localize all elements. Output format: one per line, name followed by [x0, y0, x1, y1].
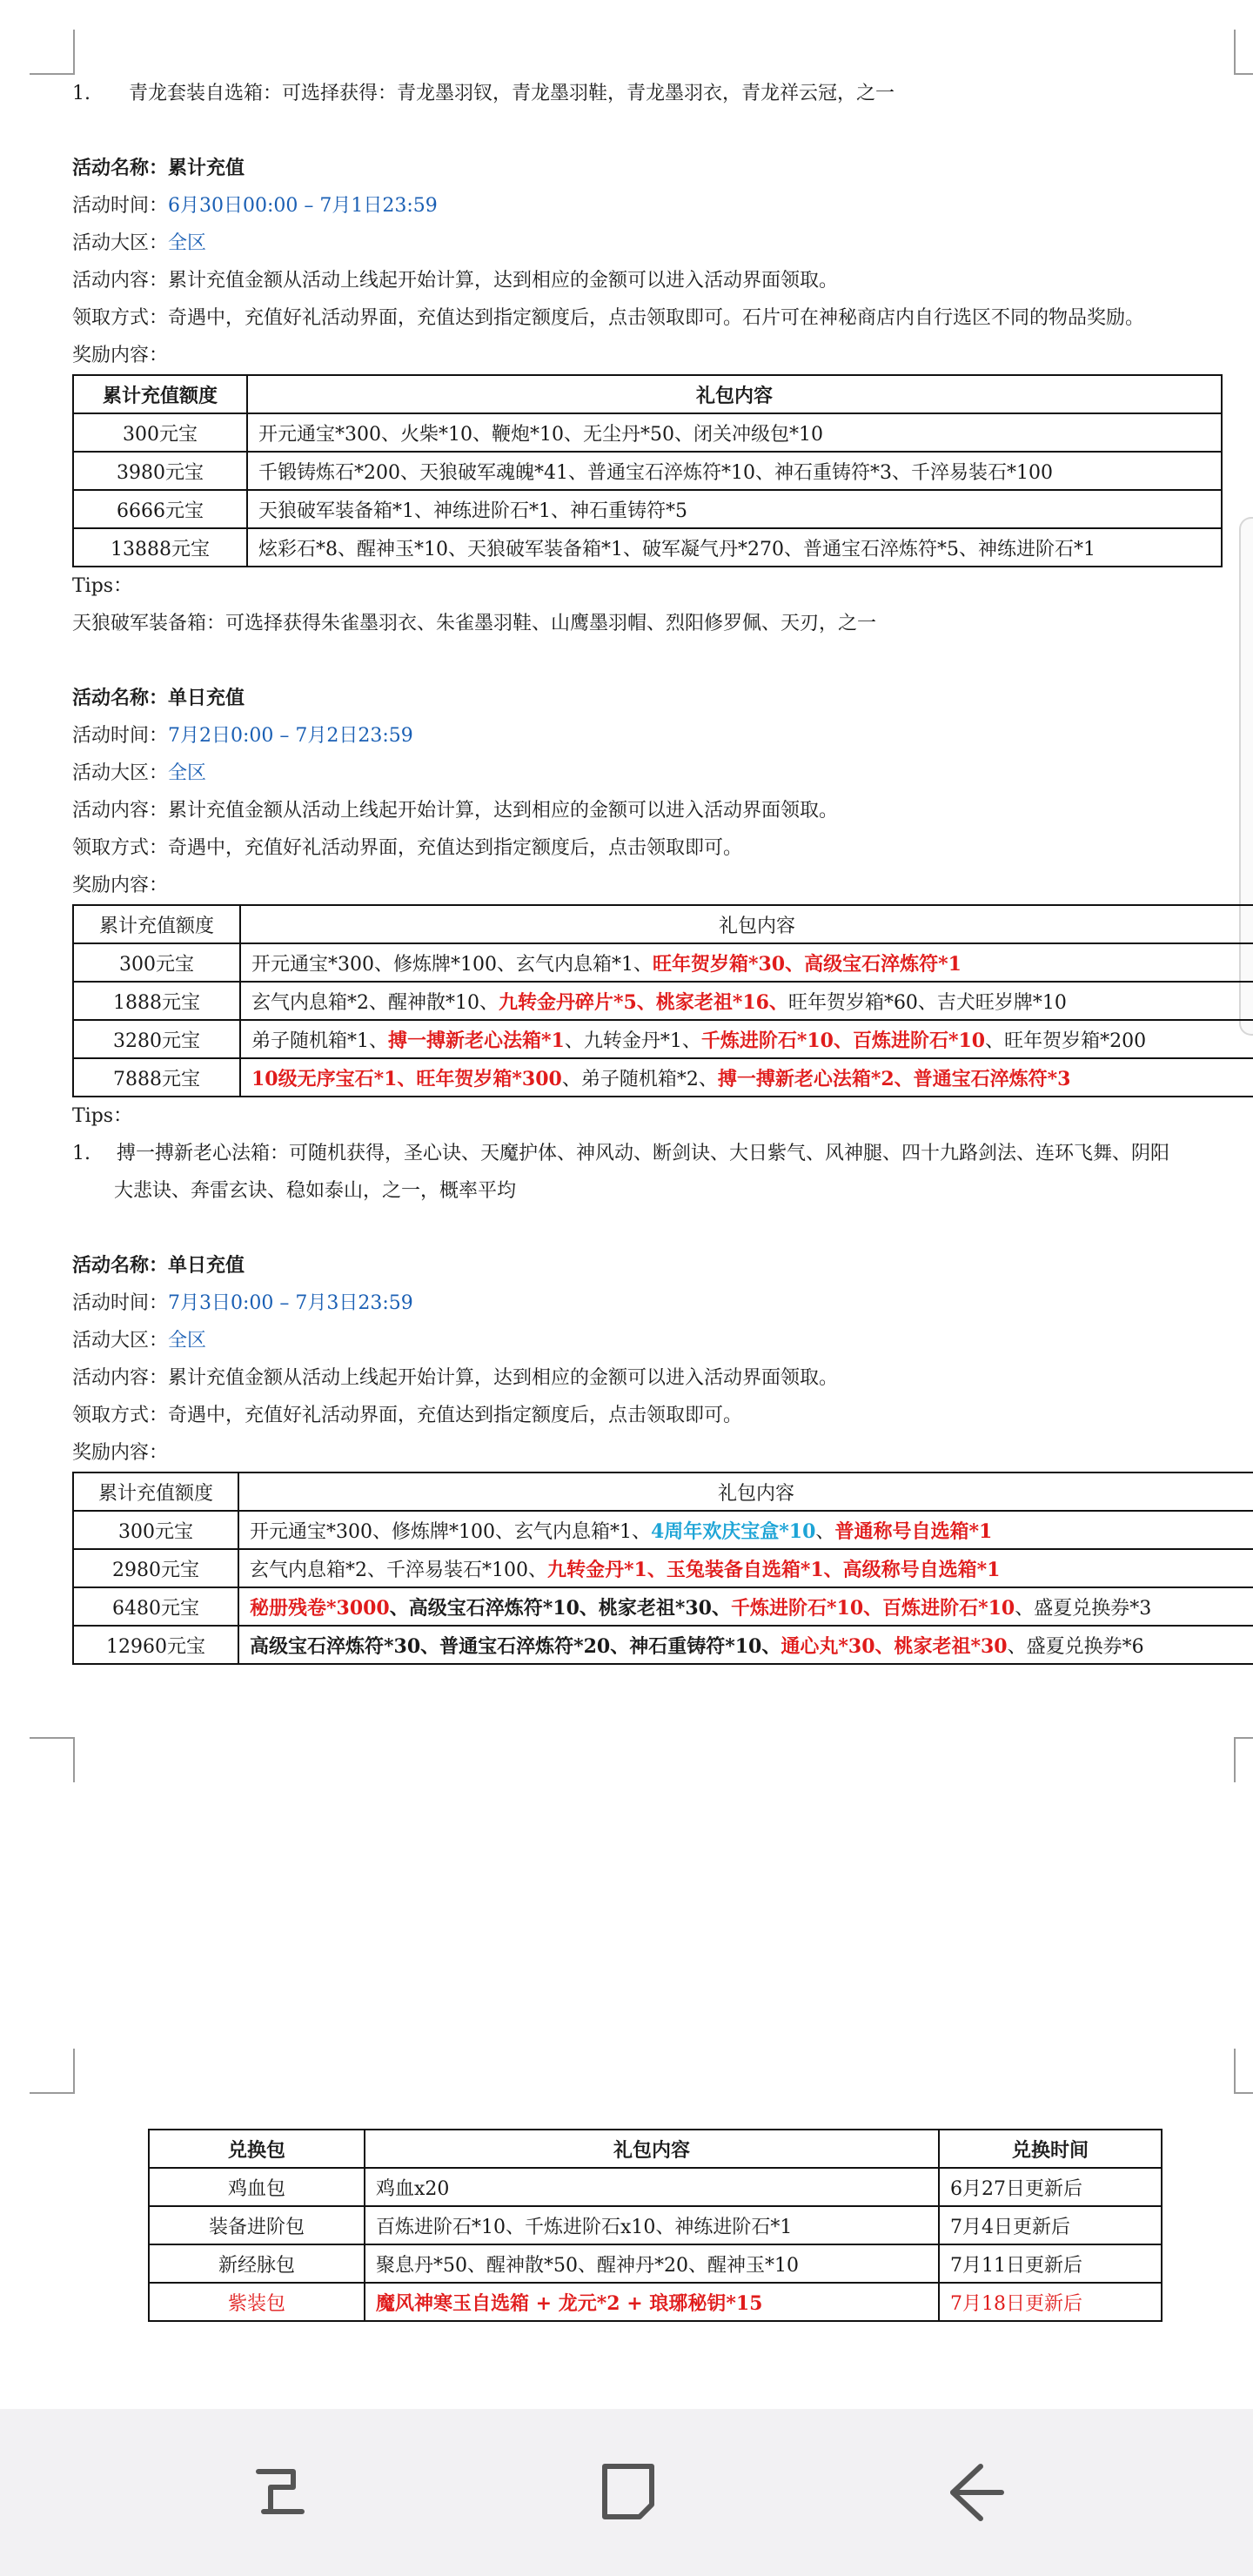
recent-apps-icon	[246, 2458, 316, 2527]
reward-content-cell	[240, 943, 1253, 982]
exchange-content-cell: 百炼进阶石*10、千炼进阶石x10、神练进阶石*1	[365, 2206, 939, 2244]
reward-item-text: 炫彩石*8、醒神玉*10、天狼破军装备箱*1、破军凝气丹*270、普通宝石淬炼符*5、神练进阶石*1	[258, 538, 1096, 560]
reward-item-text: 、	[815, 1520, 835, 1543]
back-button[interactable]	[942, 2458, 1012, 2527]
event-zone-value: 全区	[168, 762, 207, 784]
event-time: 活动时间：7月3日0:00 – 7月3日23:59	[72, 1292, 413, 1314]
header-content: 礼包内容	[238, 1472, 1253, 1511]
reward-item-text: 千锻铸炼石*200、天狼破军魂魄*41、普通宝石淬炼符*10、神石重铸符*3、千淬易装石*100	[258, 461, 1053, 484]
reward-content-cell	[238, 1511, 1253, 1549]
home-icon	[594, 2458, 664, 2527]
table-row	[73, 452, 1222, 490]
reward-content-cell	[247, 452, 1222, 490]
event-reward-label: 奖励内容：	[72, 1442, 169, 1464]
event-name: 活动名称：累计充值	[72, 157, 245, 179]
header-amount: 累计充值额度	[73, 905, 240, 943]
reward-item-text: 天狼破军装备箱*1、神练进阶石*1、神石重铸符*5	[258, 500, 687, 522]
reward-amount-cell: 6666元宝	[73, 490, 247, 528]
event-content: 活动内容：累计充值金额从活动上线起开始计算，达到相应的金额可以进入活动界面领取。	[72, 800, 839, 822]
event-zone: 活动大区：全区	[72, 762, 207, 784]
event-time: 活动时间：7月2日0:00 – 7月2日23:59	[72, 725, 413, 747]
event-claim: 领取方式：奇遇中，充值好礼活动界面，充值达到指定额度后，点击领取即可。	[72, 1405, 743, 1426]
reward-content-cell	[240, 1020, 1253, 1058]
reward-item-text: 搏一搏新老心法箱*1	[388, 1029, 565, 1052]
reward-content-cell	[238, 1626, 1253, 1664]
tips-text: 天狼破军装备箱：可选择获得朱雀墨羽衣、朱雀墨羽鞋、山鹰墨羽帽、烈阳修罗佩、天刃，之一	[72, 613, 877, 634]
event-zone-value: 全区	[168, 1330, 207, 1352]
event-reward-label: 奖励内容：	[72, 875, 169, 896]
event-time-value: 6月30日00:00 – 7月1日23:59	[168, 195, 438, 217]
exchange-package-cell: 装备进阶包	[149, 2206, 365, 2244]
document-page	[72, 75, 1230, 1665]
reward-item-text: 、九转金丹*1、	[564, 1030, 701, 1052]
reward-item-text: 10级无序宝石*1、旺年贺岁箱*300	[251, 1067, 562, 1090]
reward-item-text: 千炼进阶石*10、百炼进阶石*10	[731, 1596, 1015, 1620]
reward-amount-cell: 3980元宝	[73, 452, 247, 490]
table-row	[73, 413, 1222, 452]
reward-item-text: 、旺年贺岁箱*200	[985, 1030, 1147, 1052]
intro-number: 1.	[72, 83, 90, 104]
event-zone: 活动大区：全区	[72, 232, 207, 254]
table-row	[73, 1549, 1253, 1587]
crop-mark-bottom-right	[1234, 1737, 1253, 1782]
event-time: 活动时间：6月30日00:00 – 7月1日23:59	[72, 195, 438, 217]
reward-amount-cell: 6480元宝	[73, 1587, 238, 1626]
header-content: 礼包内容	[365, 2130, 939, 2168]
exchange-package-cell: 新经脉包	[149, 2244, 365, 2283]
reward-amount-cell: 12960元宝	[73, 1626, 238, 1664]
reward-item-text: 秘册残卷*3000	[250, 1596, 390, 1620]
reward-amount-cell: 300元宝	[73, 1511, 238, 1549]
reward-item-text: 玄气内息箱*2、千淬易装石*100、	[250, 1559, 547, 1581]
reward-content-cell	[240, 1058, 1253, 1097]
recent-apps-button[interactable]	[246, 2458, 316, 2527]
exchange-content-cell: 鸡血x20	[365, 2168, 939, 2206]
reward-item-text: 千炼进阶石*10、百炼进阶石*10	[700, 1029, 986, 1052]
reward-item-text: 高级宝石淬炼符*30、普通宝石淬炼符*20、神石重铸符*10、	[250, 1634, 781, 1658]
table-header-row	[73, 1472, 1253, 1511]
table-row	[149, 2206, 1162, 2244]
event-time-value: 7月2日0:00 – 7月2日23:59	[168, 725, 413, 747]
reward-item-text: 通心丸*30、桃家老祖*30	[781, 1634, 1008, 1658]
reward-content-cell	[238, 1549, 1253, 1587]
intro-line	[72, 75, 1230, 112]
reward-content-cell	[240, 982, 1253, 1020]
exchange-time-cell: 7月4日更新后	[939, 2206, 1162, 2244]
header-time: 兑换时间	[939, 2130, 1162, 2168]
reward-item-text: 玄气内息箱*2、醒神散*10、	[251, 991, 499, 1014]
tips-label: Tips：	[72, 1105, 133, 1127]
crop-mark-top-right	[1234, 30, 1253, 75]
exchange-package-cell: 鸡血包	[149, 2168, 365, 2206]
event-name: 活动名称：单日充值	[72, 1254, 245, 1277]
reward-table	[72, 904, 1253, 1097]
reward-item-text: 开元通宝*300、火柴*10、鞭炮*10、无尘丹*50、闭关冲级包*10	[258, 423, 823, 446]
exchange-time-cell: 6月27日更新后	[939, 2168, 1162, 2206]
exchange-time-cell: 7月18日更新后	[939, 2283, 1162, 2321]
reward-amount-cell: 300元宝	[73, 943, 240, 982]
reward-item-text: 开元通宝*300、修炼牌*100、玄气内息箱*1、	[250, 1520, 651, 1543]
reward-item-text: 普通称号自选箱*1	[834, 1519, 993, 1543]
reward-amount-cell: 1888元宝	[73, 982, 240, 1020]
event-zone-value: 全区	[168, 232, 207, 254]
table-header-row	[73, 375, 1222, 413]
reward-item-text: 九转金丹*1、玉兔装备自选箱*1、高级称号自选箱*1	[547, 1558, 1001, 1581]
reward-amount-cell: 300元宝	[73, 413, 247, 452]
reward-content-cell	[247, 528, 1222, 567]
event-claim: 领取方式：奇遇中，充值好礼活动界面，充值达到指定额度后，点击领取即可。	[72, 837, 743, 859]
table-row	[149, 2244, 1162, 2283]
event-content: 活动内容：累计充值金额从活动上线起开始计算，达到相应的金额可以进入活动界面领取。	[72, 270, 839, 292]
event-name: 活动名称：单日充值	[72, 687, 245, 709]
back-icon	[942, 2458, 1012, 2527]
table-row	[73, 943, 1253, 982]
event-content: 活动内容：累计充值金额从活动上线起开始计算，达到相应的金额可以进入活动界面领取。	[72, 1367, 839, 1389]
table-row	[149, 2168, 1162, 2206]
event-section-3	[72, 1247, 1230, 1665]
reward-item-text: 搏一搏新老心法箱*2、普通宝石淬炼符*3	[717, 1067, 1071, 1090]
header-content: 礼包内容	[247, 375, 1222, 413]
exchange-table	[148, 2129, 1163, 2322]
header-amount: 累计充值额度	[73, 375, 247, 413]
header-content: 礼包内容	[240, 905, 1253, 943]
reward-amount-cell: 2980元宝	[73, 1549, 238, 1587]
reward-content-cell	[247, 490, 1222, 528]
event-reward-label: 奖励内容：	[72, 345, 169, 366]
crop-mark-bottom-left	[30, 1737, 75, 1782]
reward-table	[72, 1472, 1253, 1665]
exchange-content-cell: 魔风神寒玉自选箱 + 龙元*2 + 琅琊秘钥*15	[365, 2283, 939, 2321]
tips-line-2: 大悲诀、奔雷玄诀、稳如泰山，之一，概率平均	[114, 1180, 517, 1202]
reward-item-text: 4周年欢庆宝盒*10	[650, 1519, 816, 1543]
reward-item-text: 九转金丹碎片*5、桃家老祖*16、	[499, 990, 788, 1014]
reward-content-cell	[238, 1587, 1253, 1626]
table-row	[73, 528, 1222, 567]
table-header-row	[73, 905, 1253, 943]
reward-item-text: 开元通宝*300、修炼牌*100、玄气内息箱*1、	[251, 953, 653, 976]
table-row	[73, 1020, 1253, 1058]
event-section-1	[72, 150, 1230, 642]
intro-text: 青龙套装自选箱：可选择获得：青龙墨羽钗，青龙墨羽鞋，青龙墨羽衣，青龙祥云冠，之一	[129, 83, 895, 104]
table-row	[73, 490, 1222, 528]
table-row	[73, 1626, 1253, 1664]
exchange-time-cell: 7月11日更新后	[939, 2244, 1162, 2283]
reward-content-cell	[247, 413, 1222, 452]
reward-item-text: 弟子随机箱*1、	[251, 1030, 388, 1052]
event-time-value: 7月3日0:00 – 7月3日23:59	[168, 1292, 413, 1314]
table-header-row	[149, 2130, 1162, 2168]
table-row	[73, 982, 1253, 1020]
table-row	[73, 1511, 1253, 1549]
reward-item-text: 、高级宝石淬炼符*10、桃家老祖*30、	[389, 1596, 731, 1620]
reward-item-text: 旺年贺岁箱*30、高级宝石淬炼符*1	[652, 952, 962, 976]
table-row	[73, 1587, 1253, 1626]
crop-mark-page2-top-left	[30, 2049, 75, 2094]
reward-amount-cell: 3280元宝	[73, 1020, 240, 1058]
system-navigation-bar	[0, 2409, 1253, 2576]
header-amount: 累计充值额度	[73, 1472, 238, 1511]
header-package: 兑换包	[149, 2130, 365, 2168]
reward-item-text: 、弟子随机箱*2、	[561, 1068, 718, 1090]
reward-table	[72, 374, 1223, 567]
exchange-content-cell: 聚息丹*50、醒神散*50、醒神丹*20、醒神玉*10	[365, 2244, 939, 2283]
table-row	[73, 1058, 1253, 1097]
exchange-package-cell: 紫装包	[149, 2283, 365, 2321]
crop-mark-top-left	[30, 30, 75, 75]
table-row	[149, 2283, 1162, 2321]
reward-item-text: 、盛夏兑换券*3	[1015, 1597, 1152, 1620]
event-zone: 活动大区：全区	[72, 1330, 207, 1352]
event-claim: 领取方式：奇遇中，充值好礼活动界面，充值达到指定额度后，点击领取即可。石片可在神秘商店内自行选区不同的物品奖励。	[72, 307, 1145, 329]
home-button[interactable]	[594, 2458, 664, 2527]
document-page-2	[148, 2129, 1163, 2322]
event-section-2	[72, 680, 1230, 1210]
tips-line-1: 1. 搏一搏新老心法箱：可随机获得，圣心诀、天魔护体、神风动、断剑诀、大日紫气、风神腿、四十九路剑法、连环飞舞、阴阳	[72, 1143, 1170, 1164]
reward-amount-cell: 7888元宝	[73, 1058, 240, 1097]
reward-item-text: 、盛夏兑换券*6	[1007, 1635, 1144, 1658]
tips-label: Tips：	[72, 575, 133, 597]
reward-amount-cell: 13888元宝	[73, 528, 247, 567]
crop-mark-page2-top-right	[1234, 2049, 1253, 2094]
reward-item-text: 旺年贺岁箱*60、吉犬旺岁牌*10	[787, 991, 1067, 1014]
